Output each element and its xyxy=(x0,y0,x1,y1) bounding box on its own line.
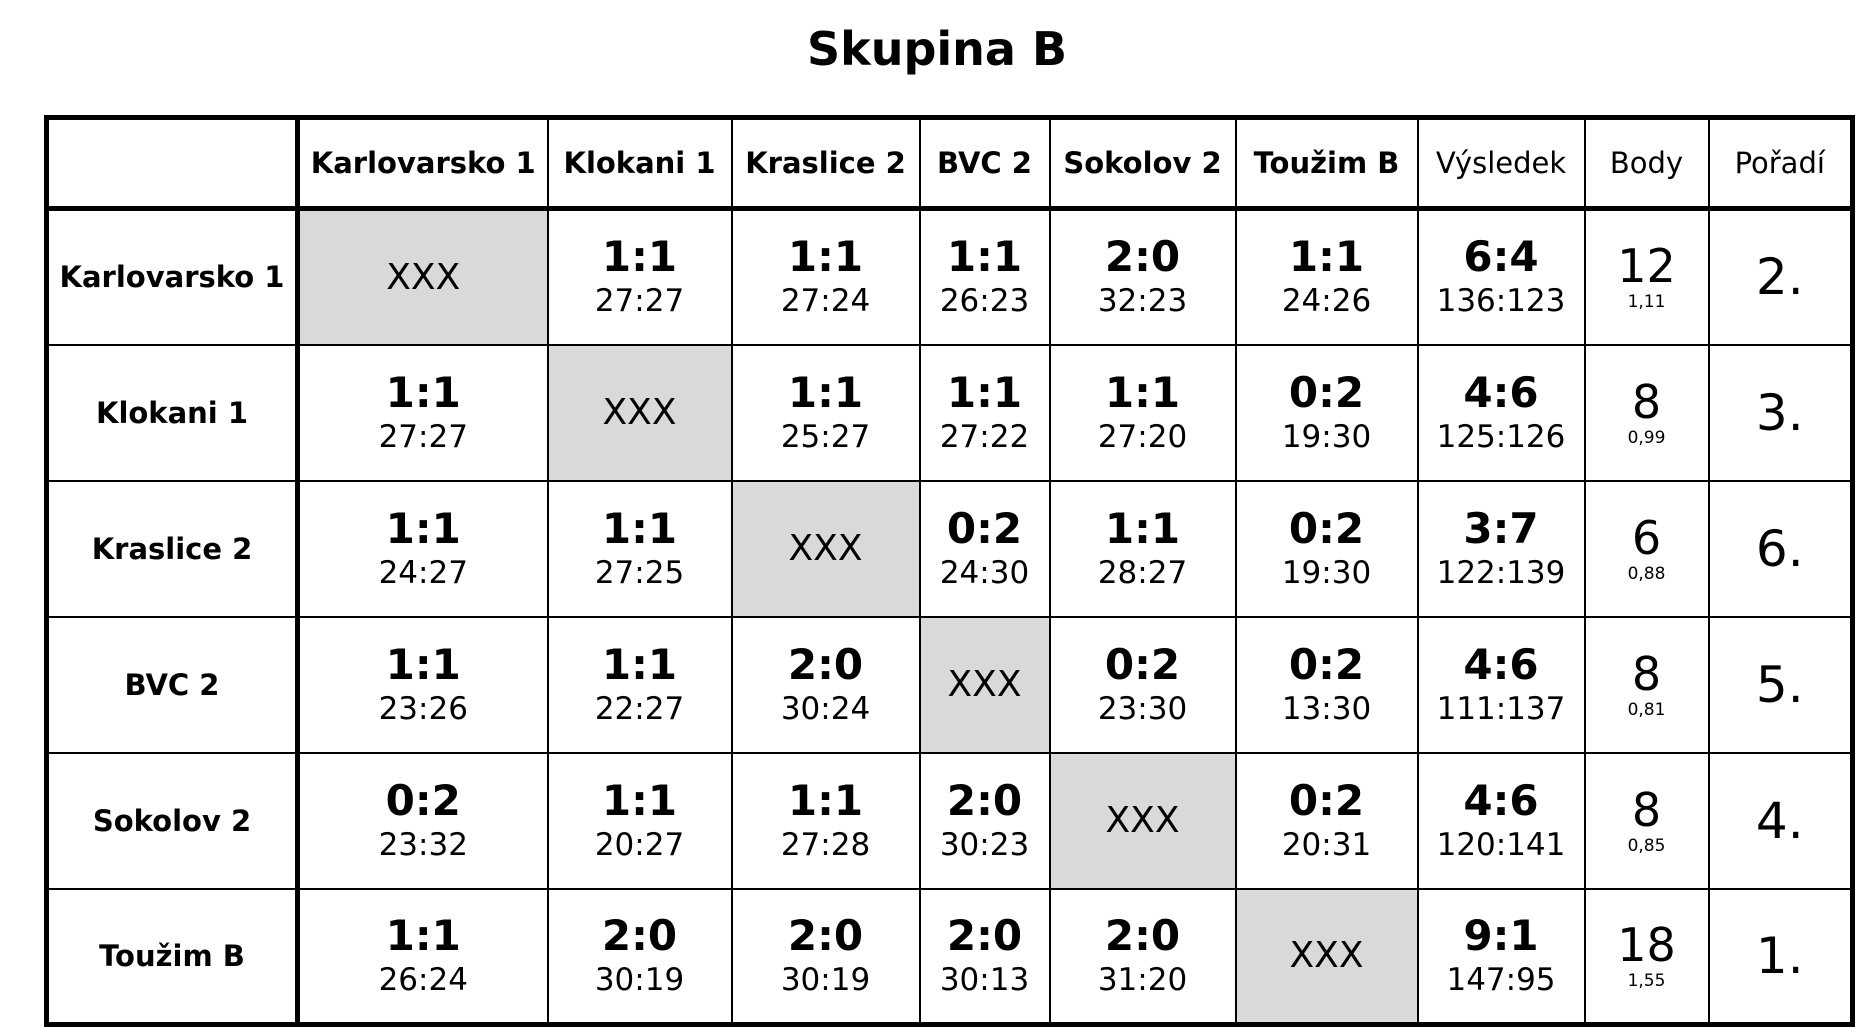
points-cell xyxy=(1585,889,1709,1025)
points-ratio: 1,55 xyxy=(1627,970,1666,991)
point-score: 19:30 xyxy=(1281,418,1372,455)
self-match-cell: XXX xyxy=(732,481,920,617)
rank-cell: 4. xyxy=(1709,753,1853,889)
self-match-cell: XXX xyxy=(1050,753,1236,889)
total-point-score: 111:137 xyxy=(1436,690,1566,727)
point-score: 30:23 xyxy=(939,826,1030,863)
row-header-team: Sokolov 2 xyxy=(47,753,298,889)
point-score: 27:25 xyxy=(594,554,685,591)
point-score: 27:27 xyxy=(594,283,685,320)
result-cell xyxy=(1418,481,1585,617)
row-header-team: Karlovarsko 1 xyxy=(47,209,298,345)
points-ratio: 1,11 xyxy=(1627,292,1666,313)
point-score: 20:31 xyxy=(1281,826,1372,863)
match-cell xyxy=(1236,617,1418,753)
table-row xyxy=(47,345,1853,481)
set-score: 2:0 xyxy=(946,910,1023,960)
set-score: 0:2 xyxy=(1288,639,1365,689)
match-cell xyxy=(732,209,920,345)
points-value: 6 xyxy=(1631,510,1662,565)
table-row xyxy=(47,889,1853,1025)
total-set-score: 3:7 xyxy=(1463,503,1539,553)
set-score: 0:2 xyxy=(1104,639,1181,689)
match-cell xyxy=(920,753,1050,889)
match-cell xyxy=(298,889,548,1025)
column-header-team: Karlovarsko 1 xyxy=(298,118,548,209)
match-cell xyxy=(298,617,548,753)
result-cell xyxy=(1418,617,1585,753)
point-score: 32:23 xyxy=(1097,283,1188,320)
set-score: 1:1 xyxy=(1104,503,1181,553)
set-score: 1:1 xyxy=(1104,367,1181,417)
column-header-team: BVC 2 xyxy=(920,118,1050,209)
match-cell xyxy=(548,617,732,753)
column-header-team: Klokani 1 xyxy=(548,118,732,209)
points-ratio: 0,81 xyxy=(1627,699,1666,720)
match-cell xyxy=(732,345,920,481)
set-score: 1:1 xyxy=(601,232,678,282)
self-match-cell: XXX xyxy=(298,209,548,345)
set-score: 2:0 xyxy=(787,910,864,960)
set-score: 1:1 xyxy=(787,775,864,825)
points-value: 8 xyxy=(1631,782,1662,837)
point-score: 31:20 xyxy=(1097,961,1188,998)
match-cell xyxy=(548,753,732,889)
match-cell xyxy=(548,481,732,617)
match-cell xyxy=(1236,345,1418,481)
point-score: 26:24 xyxy=(378,961,468,998)
set-score: 0:2 xyxy=(946,503,1023,553)
match-cell xyxy=(548,889,732,1025)
points-value: 8 xyxy=(1631,374,1662,429)
set-score: 1:1 xyxy=(601,503,678,553)
self-match-cell: XXX xyxy=(1236,889,1418,1025)
rank-cell: 6. xyxy=(1709,481,1853,617)
column-header-points: Body xyxy=(1585,118,1709,209)
points-cell xyxy=(1585,209,1709,345)
rank-cell: 3. xyxy=(1709,345,1853,481)
point-score: 25:27 xyxy=(780,418,871,455)
match-cell xyxy=(920,889,1050,1025)
match-cell xyxy=(920,481,1050,617)
row-header-team: BVC 2 xyxy=(47,617,298,753)
match-cell xyxy=(1050,889,1236,1025)
rank-cell: 5. xyxy=(1709,617,1853,753)
match-cell xyxy=(920,209,1050,345)
match-cell xyxy=(1050,617,1236,753)
match-cell xyxy=(298,481,548,617)
rank-cell: 1. xyxy=(1709,889,1853,1025)
point-score: 30:19 xyxy=(594,961,685,998)
set-score: 2:0 xyxy=(946,775,1023,825)
table-row xyxy=(47,209,1853,345)
point-score: 30:13 xyxy=(939,961,1030,998)
total-set-score: 9:1 xyxy=(1463,910,1539,960)
match-cell xyxy=(1050,345,1236,481)
set-score: 1:1 xyxy=(601,775,678,825)
match-cell xyxy=(548,209,732,345)
point-score: 27:20 xyxy=(1097,418,1188,455)
match-cell xyxy=(732,617,920,753)
point-score: 27:27 xyxy=(378,418,468,455)
column-header-team: Kraslice 2 xyxy=(732,118,920,209)
standings-table xyxy=(44,115,1855,1027)
point-score: 30:24 xyxy=(780,690,871,727)
point-score: 27:28 xyxy=(780,826,871,863)
points-cell xyxy=(1585,481,1709,617)
column-header-team: Sokolov 2 xyxy=(1050,118,1236,209)
total-set-score: 6:4 xyxy=(1463,232,1539,282)
set-score: 1:1 xyxy=(601,639,678,689)
table-row xyxy=(47,753,1853,889)
points-cell xyxy=(1585,617,1709,753)
point-score: 23:26 xyxy=(378,690,468,727)
point-score: 23:32 xyxy=(378,826,468,863)
match-cell xyxy=(1050,481,1236,617)
points-value: 12 xyxy=(1617,239,1676,294)
set-score: 1:1 xyxy=(946,232,1023,282)
match-cell xyxy=(732,753,920,889)
set-score: 1:1 xyxy=(1288,232,1365,282)
set-score: 2:0 xyxy=(1104,910,1181,960)
match-cell xyxy=(1236,753,1418,889)
set-score: 0:2 xyxy=(1288,367,1365,417)
points-ratio: 0,85 xyxy=(1627,835,1666,856)
match-cell xyxy=(1236,481,1418,617)
total-set-score: 4:6 xyxy=(1463,775,1539,825)
result-cell xyxy=(1418,889,1585,1025)
total-point-score: 136:123 xyxy=(1436,283,1566,320)
total-set-score: 4:6 xyxy=(1463,639,1539,689)
result-cell xyxy=(1418,753,1585,889)
table-row xyxy=(47,481,1853,617)
column-header-rank: Pořadí xyxy=(1709,118,1853,209)
point-score: 19:30 xyxy=(1281,554,1372,591)
point-score: 26:23 xyxy=(939,283,1030,320)
set-score: 1:1 xyxy=(385,639,461,689)
point-score: 24:26 xyxy=(1281,283,1372,320)
table-row xyxy=(47,617,1853,753)
point-score: 30:19 xyxy=(780,961,871,998)
match-cell xyxy=(1050,209,1236,345)
rank-cell: 2. xyxy=(1709,209,1853,345)
total-point-score: 122:139 xyxy=(1436,554,1566,591)
row-header-team: Kraslice 2 xyxy=(47,481,298,617)
row-header-team: Klokani 1 xyxy=(47,345,298,481)
set-score: 2:0 xyxy=(601,910,678,960)
self-match-cell: XXX xyxy=(920,617,1050,753)
match-cell xyxy=(298,753,548,889)
set-score: 0:2 xyxy=(385,775,461,825)
points-ratio: 0,99 xyxy=(1627,427,1666,448)
total-point-score: 120:141 xyxy=(1436,826,1566,863)
set-score: 1:1 xyxy=(787,232,864,282)
result-cell xyxy=(1418,345,1585,481)
set-score: 2:0 xyxy=(1104,232,1181,282)
point-score: 24:30 xyxy=(939,554,1030,591)
point-score: 27:22 xyxy=(939,418,1030,455)
points-cell xyxy=(1585,345,1709,481)
result-cell xyxy=(1418,209,1585,345)
match-cell xyxy=(298,345,548,481)
match-cell xyxy=(920,345,1050,481)
match-cell xyxy=(1236,209,1418,345)
points-cell xyxy=(1585,753,1709,889)
set-score: 2:0 xyxy=(787,639,864,689)
total-point-score: 125:126 xyxy=(1436,418,1566,455)
points-value: 8 xyxy=(1631,646,1662,701)
match-cell xyxy=(732,889,920,1025)
set-score: 1:1 xyxy=(385,367,461,417)
point-score: 20:27 xyxy=(594,826,685,863)
points-ratio: 0,88 xyxy=(1627,563,1666,584)
point-score: 27:24 xyxy=(780,283,871,320)
point-score: 13:30 xyxy=(1281,690,1372,727)
row-header-team: Toužim B xyxy=(47,889,298,1025)
header-row xyxy=(47,118,1853,209)
column-header-result: Výsledek xyxy=(1418,118,1585,209)
corner-cell xyxy=(47,118,298,209)
set-score: 0:2 xyxy=(1288,503,1365,553)
set-score: 1:1 xyxy=(787,367,864,417)
set-score: 1:1 xyxy=(385,910,461,960)
point-score: 28:27 xyxy=(1097,554,1188,591)
total-set-score: 4:6 xyxy=(1463,367,1539,417)
point-score: 23:30 xyxy=(1097,690,1188,727)
set-score: 1:1 xyxy=(946,367,1023,417)
point-score: 22:27 xyxy=(594,690,685,727)
points-value: 18 xyxy=(1617,917,1676,972)
table-body xyxy=(47,209,1853,1025)
set-score: 0:2 xyxy=(1288,775,1365,825)
set-score: 1:1 xyxy=(385,503,461,553)
total-point-score: 147:95 xyxy=(1446,961,1556,998)
column-header-team: Toužim B xyxy=(1236,118,1418,209)
point-score: 24:27 xyxy=(378,554,468,591)
page-title: Skupina B xyxy=(806,22,1068,76)
self-match-cell: XXX xyxy=(548,345,732,481)
